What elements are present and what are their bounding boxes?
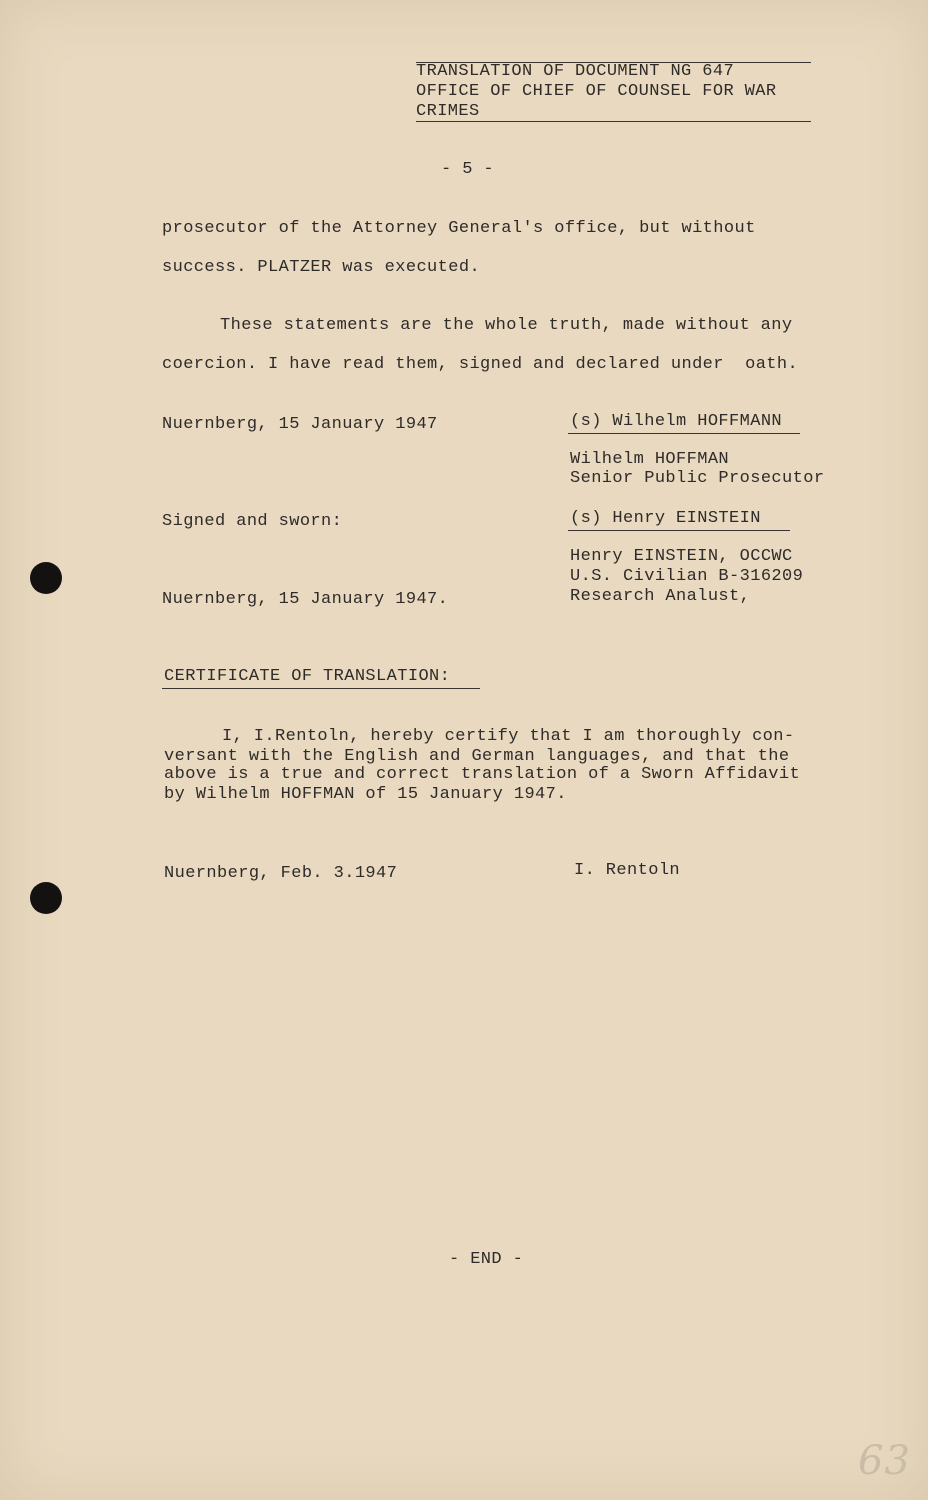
signature-1-name: Wilhelm HOFFMAN (570, 450, 730, 469)
signature-2-signed: (s) Henry EINSTEIN (570, 509, 761, 528)
punch-hole-bottom (30, 882, 62, 914)
certificate-heading-underline (162, 688, 480, 689)
page-number: - 5 - (441, 160, 495, 179)
signature-1-underline (568, 433, 800, 434)
signature-1-title: Senior Public Prosecutor (570, 469, 825, 488)
signature-1-signed: (s) Wilhelm HOFFMANN (570, 412, 783, 431)
translator-name: I. Rentoln (574, 861, 681, 880)
signature-2-title: Research Analust, (570, 587, 751, 606)
certificate-line-4: by Wilhelm HOFFMAN of 15 January 1947. (164, 785, 567, 804)
place-date-2: Nuernberg, 15 January 1947. (162, 590, 449, 609)
header-bottom-rule (416, 121, 811, 122)
certificate-line-1: I, I.Rentoln, hereby certify that I am thoroughly con- (222, 727, 795, 746)
certificate-line-2: versant with the English and German languages, and that the (164, 747, 790, 766)
header-line-3: CRIMES (416, 102, 480, 121)
body-paragraph-2-line-2: coercion. I have read them, signed and declared under oath. (162, 355, 799, 374)
certificate-place-date: Nuernberg, Feb. 3.1947 (164, 864, 398, 883)
body-paragraph-1-line-1: prosecutor of the Attorney General's office, but without (162, 219, 756, 238)
header-line-1: TRANSLATION OF DOCUMENT NG 647 (416, 62, 735, 81)
handwritten-page-number: 63 (858, 1438, 911, 1484)
body-paragraph-2-line-1: These statements are the whole truth, made without any (220, 316, 793, 335)
place-date-1: Nuernberg, 15 January 1947 (162, 415, 438, 434)
signature-2-name: Henry EINSTEIN, OCCWC (570, 547, 793, 566)
certificate-heading: CERTIFICATE OF TRANSLATION: (164, 667, 451, 686)
signed-and-sworn-label: Signed and sworn: (162, 512, 343, 531)
certificate-line-3: above is a true and correct translation of a Sworn Affidavit (164, 765, 801, 784)
end-mark: - END - (449, 1250, 524, 1269)
punch-hole-top (30, 562, 62, 594)
signature-2-underline (568, 530, 790, 531)
signature-2-id: U.S. Civilian B-316209 (570, 567, 804, 586)
header-line-2: OFFICE OF CHIEF OF COUNSEL FOR WAR (416, 82, 777, 101)
body-paragraph-1-line-2: success. PLATZER was executed. (162, 258, 481, 277)
